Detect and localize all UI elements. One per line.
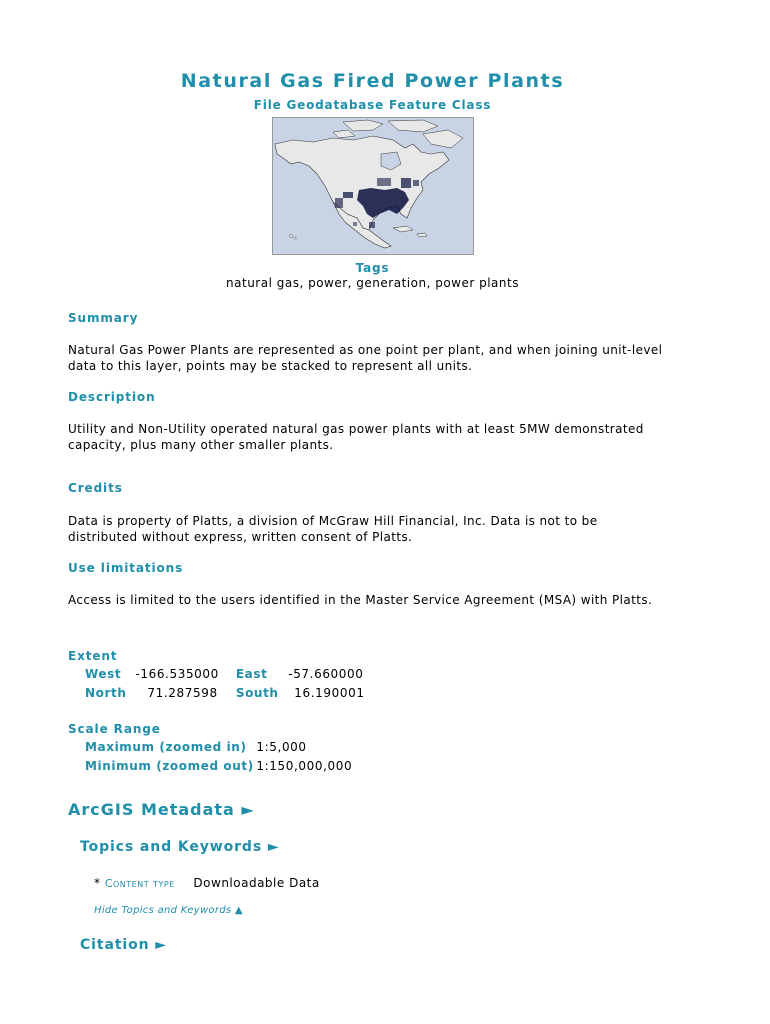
scale-min-label: Minimum (zoomed out): [85, 759, 254, 773]
scale-max-label: Maximum (zoomed in): [85, 740, 247, 754]
description-heading: Description: [68, 390, 156, 404]
hide-topics-link[interactable]: Hide Topics and Keywords ▲: [94, 905, 243, 916]
summary-text: Natural Gas Power Plants are represented as one point per plant, and when joining unit-level data to this layer, points may be stacked to represent all units.: [68, 343, 663, 373]
scale-max-row: [85, 740, 307, 754]
content-type-row: [94, 876, 320, 890]
extent-north-label: North: [85, 686, 127, 700]
arcgis-metadata-toggle[interactable]: ArcGIS Metadata ►: [68, 800, 255, 819]
extent-row-north-south: [85, 686, 365, 700]
use-limitations-heading: Use limitations: [68, 561, 184, 575]
citation-toggle[interactable]: Citation ►: [80, 937, 167, 953]
scale-max-value: 1:5,000: [256, 740, 307, 754]
tags-heading: Tags: [355, 261, 390, 275]
credits-heading: Credits: [68, 481, 123, 495]
summary-heading: Summary: [68, 311, 139, 325]
credits-text: Data is property of Platts, a division of McGraw Hill Financial, Inc. Data is not to be distributed without express, written consent of Platts.: [68, 514, 598, 544]
topics-keywords-toggle[interactable]: Topics and Keywords ►: [80, 839, 280, 855]
extent-heading: Extent: [68, 649, 118, 663]
map-thumbnail: [272, 117, 474, 255]
extent-north-value: 71.287598: [147, 686, 218, 700]
content-type-value: Downloadable Data: [193, 876, 320, 890]
page-subtitle: File Geodatabase Feature Class: [253, 98, 492, 112]
extent-south-label: South: [235, 686, 279, 700]
scale-range-heading: Scale Range: [68, 722, 161, 736]
description-text: Utility and Non-Utility operated natural gas power plants with at least 5MW demonstrated capacity, plus many other smaller plants.: [68, 422, 644, 452]
tags-value: natural gas, power, generation, power plants: [226, 276, 519, 290]
content-type-label: Content type: [104, 877, 175, 890]
use-limitations-text: Access is limited to the users identified in the Master Service Agreement (MSA) with Platts.: [68, 593, 653, 607]
scale-min-value: 1:150,000,000: [256, 759, 353, 773]
scale-min-row: [85, 759, 352, 773]
extent-row-west-east: [85, 667, 364, 681]
extent-south-value: 16.190001: [294, 686, 365, 700]
extent-west-label: West: [85, 667, 122, 681]
content-type-bullet: *: [94, 876, 105, 890]
extent-west-value: -166.535000: [135, 667, 219, 681]
north-america-map-icon: [273, 118, 473, 254]
page-title: Natural Gas Fired Power Plants: [180, 70, 565, 92]
extent-east-label: East: [235, 667, 268, 681]
extent-east-value: -57.660000: [288, 667, 364, 681]
